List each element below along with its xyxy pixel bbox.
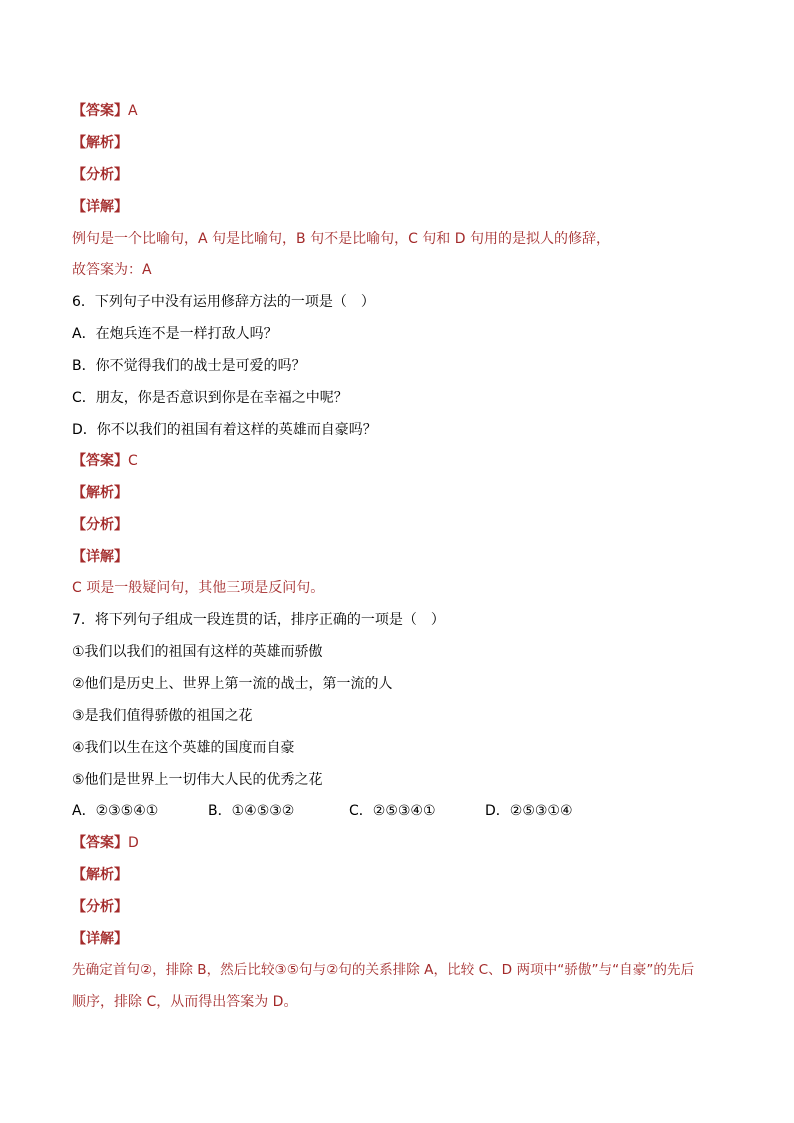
q6-detail-label-line [72,547,128,567]
fenxi-label: 【分析】 [72,899,128,915]
detail-label: 【详解】 [72,199,128,215]
q7-sentence-5: ⑤他们是世界上一切伟大人民的优秀之花 [72,772,323,788]
q5-answer-value: A [128,103,138,119]
q7-stem: 7．将下列句子组成一段连贯的话，排序正确的一项是（ ） [72,612,445,628]
answer-label: 【答案】 [72,103,128,119]
q5-detail-line1: 例句是一个比喻句，A 句是比喻句，B 句不是比喻句，C 句和 D 句用的是拟人的修辞， [72,231,610,247]
fenxi-label: 【分析】 [72,167,128,183]
q6-option-b: B．你不觉得我们的战士是可爱的吗？ [72,358,306,374]
q5-answer-line [72,101,138,121]
q5-detail-label-line [72,197,128,217]
analysis-label: 【解析】 [72,135,128,151]
q6-fenxi-line [72,515,128,535]
q7-choice-d: D．②⑤③①④ [485,803,573,819]
q7-sentence-2: ②他们是历史上、世界上第一流的战士，第一流的人 [72,676,393,692]
q7-detail-line1: 先确定首句②，排除 B，然后比较③⑤句与②句的关系排除 A，比较 C、D 两项中“骄傲”与“自豪”的先后 [72,962,695,978]
analysis-label: 【解析】 [72,867,128,883]
q6-analysis-line [72,483,128,503]
q7-analysis-line [72,865,128,885]
q7-choice-c: C．②⑤③④① [349,803,436,819]
q5-fenxi-line [72,165,128,185]
q7-answer-value: D [128,835,139,851]
answer-label: 【答案】 [72,835,128,851]
q7-choice-b: B．①④⑤③② [208,803,295,819]
q6-detail: C 项是一般疑问句，其他三项是反问句。 [72,580,325,596]
q7-detail-label-line [72,929,128,949]
q6-stem: 6．下列句子中没有运用修辞方法的一项是（ ） [72,294,375,310]
q7-answer-line [72,833,139,853]
detail-label: 【详解】 [72,549,128,565]
q5-analysis-line [72,133,128,153]
q7-sentence-3: ③是我们值得骄傲的祖国之花 [72,708,253,724]
q6-option-c: C．朋友，你是否意识到你是在幸福之中呢？ [72,390,348,406]
fenxi-label: 【分析】 [72,517,128,533]
detail-label: 【详解】 [72,931,128,947]
q6-answer-value: C [128,453,138,469]
q7-detail-line2: 顺序，排除 C，从而得出答案为 D。 [72,994,298,1010]
q6-option-a: A．在炮兵连不是一样打敌人吗？ [72,326,278,342]
analysis-label: 【解析】 [72,485,128,501]
answer-label: 【答案】 [72,453,128,469]
q6-option-d: D．你不以我们的祖国有着这样的英雄而自豪吗？ [72,422,377,438]
q7-choice-a: A．②③⑤④① [72,803,159,819]
q7-fenxi-line [72,897,128,917]
q6-answer-line [72,451,138,471]
q7-sentence-1: ①我们以我们的祖国有这样的英雄而骄傲 [72,644,323,660]
q5-detail-line2: 故答案为：A [72,262,152,278]
q7-sentence-4: ④我们以生在这个英雄的国度而自豪 [72,740,295,756]
